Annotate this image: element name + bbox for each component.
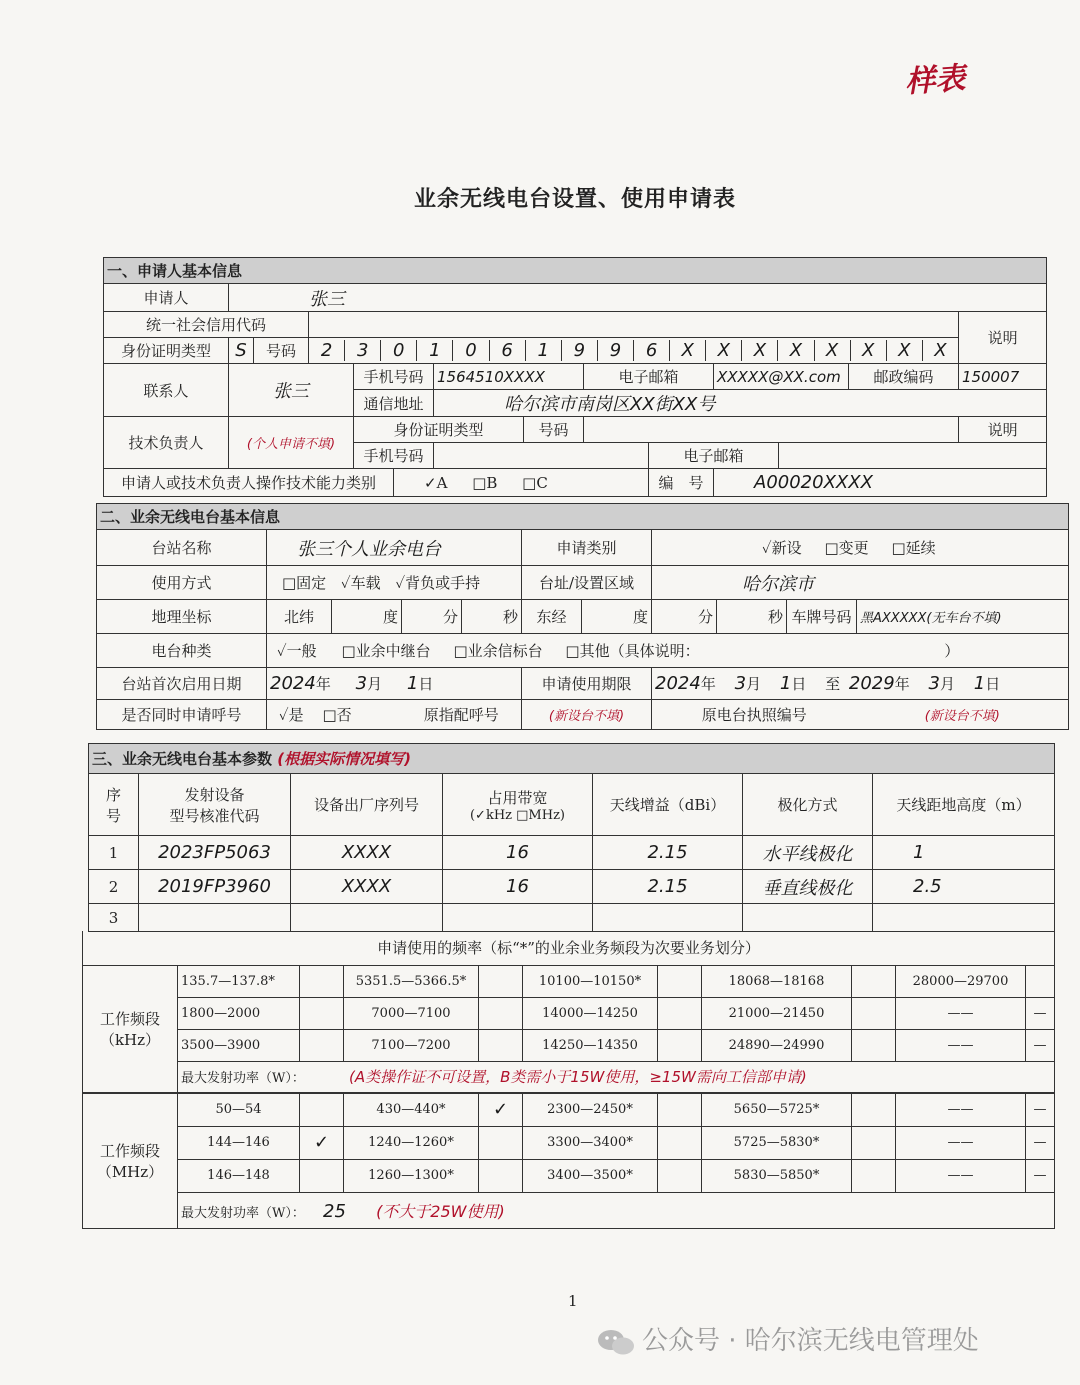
contact-label: 联系人: [104, 364, 229, 417]
postcode-label: 邮政编码: [849, 364, 959, 390]
col-pol-header: 极化方式: [743, 774, 873, 836]
row-no: 2: [89, 870, 139, 904]
freq-band: 144—146: [178, 1126, 300, 1159]
row-bw[interactable]: 16: [443, 870, 593, 904]
frequency-title: 申请使用的频率（标“*”的业余业务频段为次要业务划分）: [83, 931, 1055, 965]
form-title: 业余无线电台设置、使用申请表: [413, 187, 736, 212]
lon-sec[interactable]: 秒: [717, 600, 787, 634]
skill-label: 申请人或技术负责人操作技术能力类别: [104, 469, 394, 497]
page-number: 1: [568, 1292, 578, 1310]
tech-id-no-label: 号码: [524, 417, 584, 443]
freq-band: 50—54: [178, 1093, 300, 1126]
id-digit: 6: [634, 340, 670, 361]
freq-check[interactable]: [658, 997, 702, 1029]
freq-band: ——: [896, 1093, 1026, 1126]
first-day: 1: [406, 673, 419, 694]
month-unit: 月: [939, 675, 955, 693]
email-value[interactable]: XXXXX@XX.com: [714, 364, 849, 390]
orig-license-value[interactable]: (新设台不填): [857, 700, 1069, 730]
address-value[interactable]: 哈尔滨市南岗区XX街XX号: [434, 390, 1047, 417]
freq-check[interactable]: ✓: [300, 1126, 344, 1159]
usage-options[interactable]: [267, 566, 522, 600]
lon-min[interactable]: 分: [652, 600, 717, 634]
freq-band: 3400—3500*: [523, 1159, 658, 1192]
orig-callsign-value[interactable]: (新设台不填): [522, 700, 652, 730]
station-params-table: [88, 743, 1055, 932]
freq-check[interactable]: ✓: [479, 1093, 523, 1126]
col-gain-header: 天线增益（dBi）: [593, 774, 743, 836]
id-digit: X: [670, 340, 706, 361]
section-3-note: (根据实际情况填写): [277, 750, 411, 768]
row-height[interactable]: [873, 904, 1055, 932]
skill-option-c[interactable]: □C: [522, 473, 548, 492]
phone-value[interactable]: 1564510XXXX: [434, 364, 584, 390]
mhz-label-line1: 工作频段: [99, 1141, 160, 1160]
freq-check[interactable]: [658, 1029, 702, 1061]
id-digit: 0: [453, 340, 489, 361]
row-serial[interactable]: XXXX: [291, 870, 443, 904]
freq-check[interactable]: [852, 1093, 896, 1126]
row-gain[interactable]: 2.15: [593, 870, 743, 904]
note-label: 说明: [959, 312, 1047, 364]
id-type-label: 身份证明类型: [104, 338, 229, 364]
freq-band: ——: [896, 997, 1026, 1029]
freq-check[interactable]: —: [1026, 1029, 1055, 1061]
lat-sec[interactable]: 秒: [462, 600, 522, 634]
id-digit: X: [742, 340, 778, 361]
row-gain[interactable]: 2.15: [593, 836, 743, 870]
address-label: 通信地址: [354, 390, 434, 417]
kind-other[interactable]: □其他（具体说明：: [565, 642, 700, 660]
contact-value[interactable]: 张三: [229, 364, 354, 417]
day-unit: 日: [791, 675, 807, 693]
id-digit: X: [815, 340, 851, 361]
skill-option-b[interactable]: □B: [472, 473, 498, 492]
freq-band: 1800—2000: [178, 997, 300, 1029]
freq-check[interactable]: [852, 1159, 896, 1192]
mhz-power-label: 最大发射功率（W）：: [181, 1205, 305, 1221]
freq-check[interactable]: [658, 1159, 702, 1192]
callsign-yes[interactable]: ✓是: [279, 706, 304, 724]
col-model-line2: 型号核准代码: [169, 806, 260, 825]
month-unit: 月: [746, 675, 762, 693]
watermark-text: 公众号 · 哈尔滨无线电管理处: [642, 1326, 979, 1356]
freq-band: 3500—3900: [178, 1029, 300, 1061]
id-digit: 6: [490, 340, 526, 361]
id-digit: X: [887, 340, 923, 361]
tech-id-type-label: 身份证明类型: [354, 417, 524, 443]
period-value[interactable]: [652, 668, 1069, 700]
tech-note-label: 说明: [959, 417, 1047, 443]
row-model[interactable]: 2023FP5063: [139, 836, 291, 870]
skill-options[interactable]: [394, 469, 649, 497]
tech-id-no-value[interactable]: [584, 417, 959, 443]
row-pol[interactable]: 垂直线极化: [743, 870, 873, 904]
lon-deg[interactable]: 度: [582, 600, 652, 634]
first-year: 2024: [270, 673, 316, 694]
usage-vehicle[interactable]: ✓车载: [340, 574, 381, 592]
row-no: 3: [89, 904, 139, 932]
row-bw[interactable]: [443, 904, 593, 932]
kind-repeater[interactable]: □业余中继台: [341, 642, 431, 660]
id-type-value[interactable]: S: [229, 338, 254, 364]
kind-beacon[interactable]: □业余信标台: [453, 642, 543, 660]
callsign-no[interactable]: □否: [322, 706, 352, 724]
day-unit: 日: [418, 675, 434, 693]
lat-label: 北纬: [267, 600, 332, 634]
year-unit: 年: [894, 675, 910, 693]
site-value[interactable]: 哈尔滨市: [652, 566, 1069, 600]
skill-option-a[interactable]: ✓A: [424, 473, 448, 492]
app-type-label: 申请类别: [522, 530, 652, 566]
freq-band: 7000—7100: [344, 997, 479, 1029]
freq-band: 3300—3400*: [523, 1126, 658, 1159]
section-2-header: 二、业余无线电台基本信息: [97, 504, 1069, 530]
freq-band: 2300—2450*: [523, 1093, 658, 1126]
skill-no-value[interactable]: A00020XXXX: [714, 469, 1047, 497]
row-serial[interactable]: XXXX: [291, 836, 443, 870]
frequency-table: [82, 931, 1055, 1229]
phone-label: 手机号码: [354, 364, 434, 390]
freq-band: 5650—5725*: [702, 1093, 852, 1126]
lon-label: 东经: [522, 600, 582, 634]
lat-min[interactable]: 分: [402, 600, 462, 634]
kind-close: ）: [944, 642, 960, 660]
tech-phone-label: 手机号码: [354, 443, 434, 469]
row-serial[interactable]: [291, 904, 443, 932]
tech-lead-value[interactable]: (个人申请不填): [229, 417, 354, 469]
row-height[interactable]: 2.5: [873, 870, 1055, 904]
callsign-options[interactable]: [267, 700, 402, 730]
id-digit: 2: [309, 340, 345, 361]
col-serial-header: 设备出厂序列号: [291, 774, 443, 836]
freq-band: 14000—14250: [523, 997, 658, 1029]
freq-band: 24890—24990: [702, 1029, 852, 1061]
mhz-power-row[interactable]: [178, 1192, 1055, 1228]
freq-band: 14250—14350: [523, 1029, 658, 1061]
orig-license-label: 原电台执照编号: [652, 700, 857, 730]
khz-label-line2: （kHz）: [99, 1030, 161, 1049]
table-row: [89, 836, 1055, 870]
col-height-header: 天线距地高度（m）: [873, 774, 1055, 836]
col-seq-line1: 序: [105, 785, 121, 804]
usage-label: 使用方式: [97, 566, 267, 600]
day-unit: 日: [985, 675, 1001, 693]
id-no-label: 号码: [254, 338, 309, 364]
table-row: [89, 904, 1055, 932]
freq-check[interactable]: [300, 1159, 344, 1192]
col-seq-header: [89, 774, 139, 836]
site-label: 台址/设置区域: [522, 566, 652, 600]
applicant-label: 申请人: [104, 284, 229, 312]
id-digit: 0: [381, 340, 417, 361]
freq-band: 18068—18168: [702, 965, 852, 997]
freq-check[interactable]: —: [1026, 1126, 1055, 1159]
period-start-day: 1: [779, 673, 792, 694]
row-model[interactable]: 2019FP3960: [139, 870, 291, 904]
id-digit: 9: [562, 340, 598, 361]
first-date-value[interactable]: [267, 668, 522, 700]
app-type-new[interactable]: ✓新设: [762, 539, 802, 557]
freq-band: 430—440*: [344, 1093, 479, 1126]
kind-options[interactable]: [267, 634, 1069, 668]
id-digit: 3: [345, 340, 381, 361]
skill-no-label: 编 号: [649, 469, 714, 497]
freq-band: ——: [896, 1029, 1026, 1061]
khz-power-row[interactable]: [178, 1061, 1055, 1093]
email-label: 电子邮箱: [584, 364, 714, 390]
freq-check[interactable]: [479, 965, 523, 997]
freq-band: 1260—1300*: [344, 1159, 479, 1192]
khz-band-label: [83, 965, 178, 1093]
mhz-band-label: [83, 1093, 178, 1228]
sample-stamp: 样表: [904, 60, 967, 101]
tech-lead-label: 技术负责人: [104, 417, 229, 469]
first-month: 3: [355, 673, 368, 694]
section-3-title: 三、业余无线电台基本参数: [92, 750, 273, 768]
plate-label: 车牌号码: [787, 600, 857, 634]
freq-band: 5725—5830*: [702, 1126, 852, 1159]
col-seq-line2: 号: [105, 806, 121, 825]
freq-check[interactable]: [852, 1126, 896, 1159]
id-digit: X: [706, 340, 742, 361]
freq-check[interactable]: [300, 997, 344, 1029]
freq-band: 21000—21450: [702, 997, 852, 1029]
applicant-value[interactable]: 张三: [229, 284, 1047, 312]
tech-phone-value[interactable]: [434, 443, 649, 469]
freq-band: 7100—7200: [344, 1029, 479, 1061]
freq-band: 135.7—137.8*: [178, 965, 300, 997]
freq-check[interactable]: [479, 1126, 523, 1159]
geo-label: 地理坐标: [97, 600, 267, 634]
row-gain[interactable]: [593, 904, 743, 932]
freq-check[interactable]: —: [1026, 1093, 1055, 1126]
freq-check[interactable]: [300, 965, 344, 997]
col-bw-header: [443, 774, 593, 836]
id-no-value[interactable]: [309, 338, 959, 364]
callsign-label: 是否同时申请呼号: [97, 700, 267, 730]
lat-deg[interactable]: 度: [332, 600, 402, 634]
freq-check[interactable]: [852, 965, 896, 997]
period-end-day: 1: [973, 673, 986, 694]
table-row: [89, 870, 1055, 904]
id-digit: 9: [598, 340, 634, 361]
kind-general[interactable]: ✓一般: [277, 642, 317, 660]
station-name-value[interactable]: 张三个人业余电台: [267, 530, 522, 566]
usage-fixed[interactable]: □固定: [282, 574, 327, 592]
postcode-value[interactable]: 150007: [959, 364, 1047, 390]
station-info-table: [96, 503, 1069, 730]
freq-band: 5351.5—5366.5*: [344, 965, 479, 997]
id-digit: 1: [417, 340, 453, 361]
freq-check[interactable]: —: [1026, 997, 1055, 1029]
id-digit: 1: [526, 340, 562, 361]
mhz-power-value: 25: [323, 1200, 346, 1222]
period-end-year: 2029: [848, 673, 895, 694]
id-digit: X: [934, 340, 947, 361]
col-model-line1: 发射设备: [184, 785, 245, 804]
credit-code-value[interactable]: [309, 312, 959, 338]
tech-email-value[interactable]: [779, 443, 1047, 469]
row-bw[interactable]: 16: [443, 836, 593, 870]
year-unit: 年: [700, 675, 716, 693]
first-date-label: 台站首次启用日期: [97, 668, 267, 700]
mhz-label-line2: （MHz）: [96, 1162, 164, 1181]
credit-code-label: 统一社会信用代码: [104, 312, 309, 338]
period-label: 申请使用期限: [522, 668, 652, 700]
orig-callsign-label: 原指配呼号: [402, 700, 522, 730]
freq-band: 1240—1260*: [344, 1126, 479, 1159]
freq-check[interactable]: [852, 1029, 896, 1061]
freq-check[interactable]: [1026, 965, 1055, 997]
section-3-header: [89, 744, 1055, 774]
app-type-extend[interactable]: □延续: [891, 539, 936, 557]
section-1-header: 一、申请人基本信息: [104, 258, 1047, 284]
freq-check[interactable]: [479, 1159, 523, 1192]
freq-check[interactable]: [300, 1029, 344, 1061]
freq-check[interactable]: [658, 965, 702, 997]
row-pol[interactable]: [743, 904, 873, 932]
khz-label-line1: 工作频段: [99, 1009, 160, 1028]
watermark: [596, 1320, 979, 1357]
freq-check[interactable]: [300, 1093, 344, 1126]
kind-label: 电台种类: [97, 634, 267, 668]
year-unit: 年: [315, 675, 331, 693]
freq-band: ——: [896, 1126, 1026, 1159]
applicant-info-table: [103, 257, 1047, 497]
freq-check[interactable]: [479, 997, 523, 1029]
row-pol[interactable]: 水平线极化: [743, 836, 873, 870]
app-type-options[interactable]: [652, 530, 1069, 566]
usage-portable[interactable]: ✓背负或手持: [395, 574, 481, 592]
freq-band: 10100—10150*: [523, 965, 658, 997]
freq-band: ——: [896, 1159, 1026, 1192]
col-bw-line2: (✓kHz □MHz): [469, 807, 565, 823]
mhz-power-note: (不大于25W使用): [376, 1201, 505, 1221]
period-to: 至: [825, 675, 841, 693]
khz-power-label: 最大发射功率（W）：: [181, 1071, 305, 1087]
tech-email-label: 电子邮箱: [649, 443, 779, 469]
station-name-label: 台站名称: [97, 530, 267, 566]
col-bw-line1: 占用带宽: [487, 788, 548, 807]
plate-value[interactable]: 黑AXXXXX(无车台不填): [857, 600, 1069, 634]
freq-band: 5830—5850*: [702, 1159, 852, 1192]
col-model-header: [139, 774, 291, 836]
month-unit: 月: [367, 675, 383, 693]
period-start-year: 2024: [655, 673, 701, 694]
freq-band: 146—148: [178, 1159, 300, 1192]
period-start-month: 3: [734, 673, 747, 694]
freq-check[interactable]: [658, 1093, 702, 1126]
freq-band: 28000—29700: [896, 965, 1026, 997]
row-model[interactable]: [139, 904, 291, 932]
row-no: 1: [89, 836, 139, 870]
period-end-month: 3: [928, 673, 940, 694]
wechat-icon: [596, 1327, 636, 1357]
freq-check[interactable]: —: [1026, 1159, 1055, 1192]
id-digit: X: [851, 340, 887, 361]
id-digit: X: [778, 340, 814, 361]
freq-check[interactable]: [658, 1126, 702, 1159]
row-height[interactable]: 1: [873, 836, 1055, 870]
khz-power-note: (A类操作证不可设置，B类需小于15W使用，≥15W需向工信部申请): [349, 1068, 807, 1087]
app-type-change[interactable]: □变更: [824, 539, 869, 557]
freq-check[interactable]: [479, 1029, 523, 1061]
freq-check[interactable]: [852, 997, 896, 1029]
